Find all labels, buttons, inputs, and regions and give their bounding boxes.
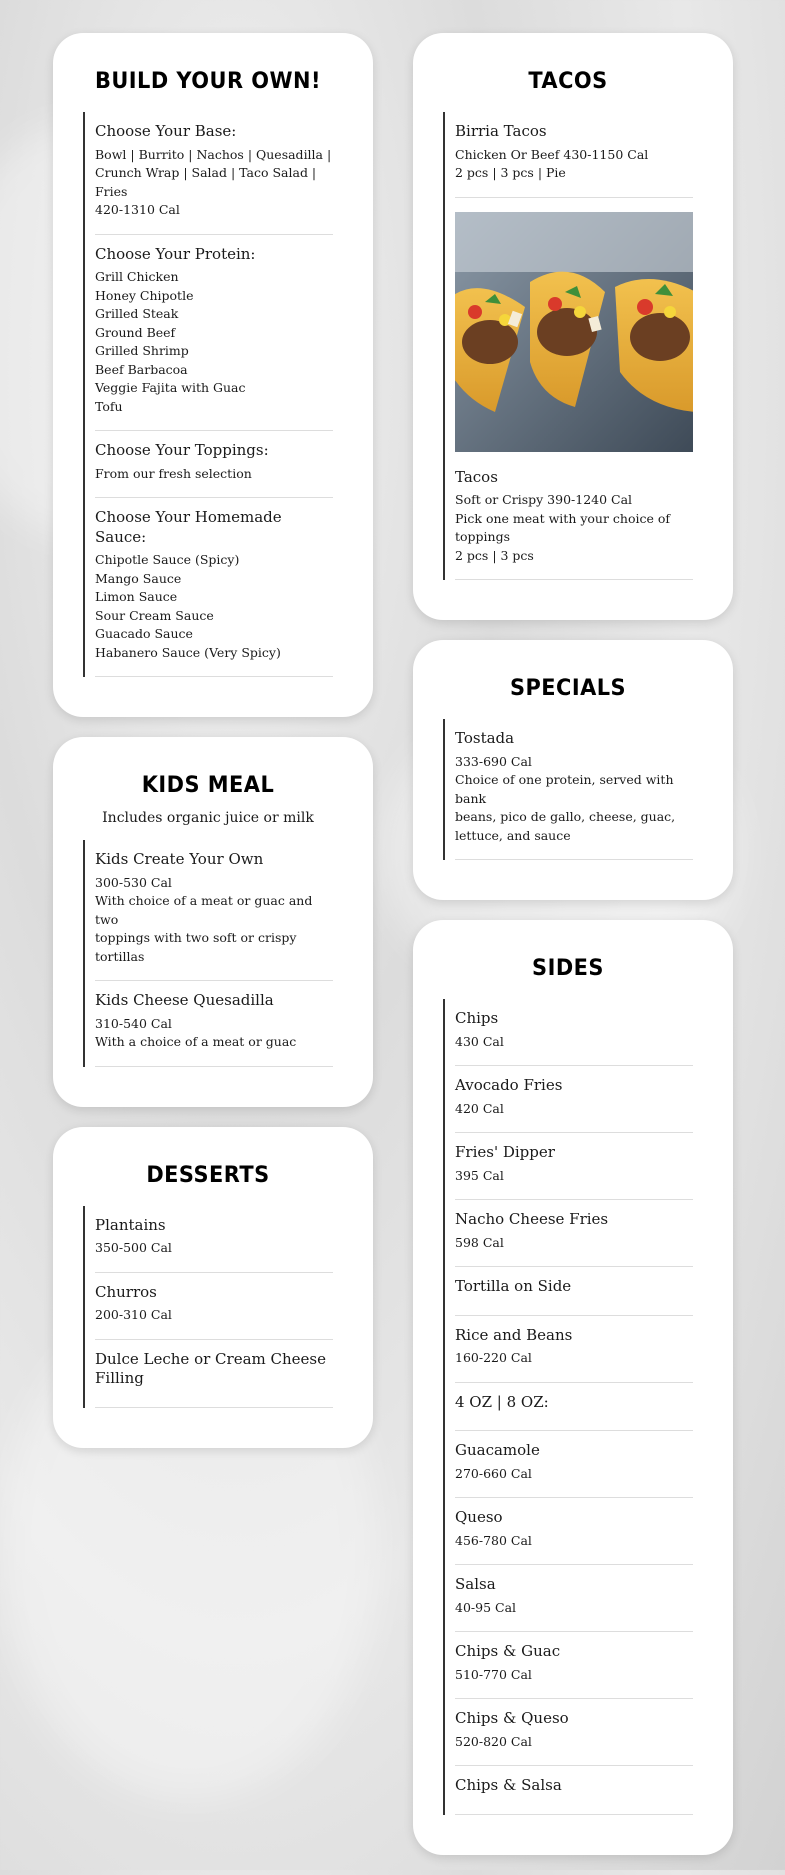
kids-meal-subtitle: Includes organic juice or milk xyxy=(102,810,314,826)
menu-item-detail: Veggie Fajita with Guac xyxy=(95,380,246,395)
menu-item xyxy=(455,1316,693,1383)
menu-item xyxy=(455,1267,693,1316)
menu-item xyxy=(455,458,693,581)
menu-item-detail: 300-530 Cal xyxy=(95,874,172,890)
menu-item-detail: 333-690 Cal xyxy=(455,753,532,769)
menu-item xyxy=(95,840,333,981)
desserts-title: DESSERTS xyxy=(146,1162,270,1188)
menu-item-name: Chips & Guac xyxy=(455,1642,561,1660)
menu-item-detail: 520-820 Cal xyxy=(455,1733,532,1749)
menu-item-detail: 510-770 Cal xyxy=(455,1666,532,1682)
taco-photo-icon xyxy=(455,212,693,452)
build-your-own-title: BUILD YOUR OWN! xyxy=(94,69,322,94)
menu-item xyxy=(455,1498,693,1565)
menu-item-detail: 270-660 Cal xyxy=(455,1465,532,1481)
menu-item-name: Choose Your Base: xyxy=(95,122,237,140)
tacos-card xyxy=(413,33,733,620)
menu-item-detail: 310-540 Cal xyxy=(95,1015,172,1031)
taco-photo xyxy=(455,212,693,452)
menu-item-detail: Choice of one protein, served with bank xyxy=(455,772,674,806)
sides-list xyxy=(443,999,693,1815)
menu-item-detail: toppings xyxy=(455,529,511,544)
menu-item-name: Chips & Salsa xyxy=(455,1776,562,1794)
menu-item-detail: 2 pcs | 3 pcs | Pie xyxy=(455,165,566,180)
right-column xyxy=(413,33,733,1875)
menu-item-detail: 598 Cal xyxy=(455,1234,504,1250)
menu-item-detail: Grilled Steak xyxy=(95,306,179,321)
menu-item-detail: 40-95 Cal xyxy=(455,1599,517,1615)
menu-item-detail: Guacado Sauce xyxy=(95,626,193,641)
menu-item-detail: 160-220 Cal xyxy=(455,1350,532,1365)
menu-item xyxy=(455,1699,693,1766)
menu-item xyxy=(95,1340,333,1408)
kids-meal-list xyxy=(83,840,333,1067)
menu-item-detail: Mango Sauce xyxy=(95,570,182,586)
menu-item-detail: 456-780 Cal xyxy=(455,1532,532,1548)
menu-item-detail: toppings with two soft or crispy tortillas xyxy=(95,930,297,964)
menu-item xyxy=(455,1066,693,1133)
menu-item-name: Rice and Beans xyxy=(455,1325,573,1344)
menu-item-name: 4 OZ | 8 OZ: xyxy=(455,1392,549,1411)
menu-item-detail: 2 pcs | 3 pcs xyxy=(455,547,534,563)
menu-item-detail: Grill Chicken xyxy=(95,269,179,284)
menu-item-detail: Pick one meat with your choice of xyxy=(455,510,671,526)
menu-item-name: Chips xyxy=(455,1009,499,1027)
menu-item-detail: Chicken Or Beef 430-1150 Cal xyxy=(455,146,649,162)
menu-item xyxy=(95,431,333,498)
build-your-own-list xyxy=(83,112,333,677)
menu-item-detail: 430 Cal xyxy=(455,1033,504,1049)
menu-item-detail: Soft or Crispy 390-1240 Cal xyxy=(455,492,633,507)
menu-item-detail: Honey Chipotle xyxy=(95,287,194,303)
menu-item-detail: 200-310 Cal xyxy=(95,1307,172,1322)
menu-item-name: Chips & Queso xyxy=(455,1709,569,1727)
menu-item xyxy=(455,1133,693,1200)
sides-card xyxy=(413,920,733,1855)
menu-item-name: Nacho Cheese Fries xyxy=(455,1210,609,1228)
menu-item xyxy=(455,719,693,860)
menu-item-detail: 420 Cal xyxy=(455,1100,504,1116)
menu-item-name: Plantains xyxy=(95,1215,166,1234)
menu-item-detail: From our fresh selection xyxy=(95,465,252,481)
menu-item-detail: 420-1310 Cal xyxy=(95,202,180,217)
menu-item xyxy=(455,1431,693,1498)
menu-item xyxy=(95,1206,333,1273)
menu-item-name: Choose Your Toppings: xyxy=(95,441,269,459)
menu-item-detail: Limon Sauce xyxy=(95,589,178,604)
menu-item-detail: Sour Cream Sauce xyxy=(95,607,214,623)
menu-item-name: Salsa xyxy=(455,1575,496,1593)
menu-item xyxy=(455,1200,693,1267)
menu-item-detail: Grilled Shrimp xyxy=(95,343,189,358)
menu-item-name: Tortilla on Side xyxy=(455,1277,572,1295)
sides-title: SIDES xyxy=(532,956,604,981)
menu-item-name: Birria Tacos xyxy=(455,122,547,140)
menu-item-name: Queso xyxy=(455,1508,503,1526)
tacos-list xyxy=(443,112,693,580)
menu-item-detail: Habanero Sauce (Very Spicy) xyxy=(95,644,281,660)
menu-item-name: Kids Cheese Quesadilla xyxy=(95,991,274,1009)
menu-item-detail: Beef Barbacoa xyxy=(95,361,188,377)
menu-item-name: Avocado Fries xyxy=(455,1076,563,1094)
menu-item-detail: Tofu xyxy=(95,398,123,414)
menu-item-name: Tacos xyxy=(455,467,498,486)
build-your-own-card xyxy=(53,33,373,717)
menu-item-detail: beans, pico de gallo, cheese, guac, xyxy=(455,809,676,824)
menu-item xyxy=(455,1383,693,1432)
menu-item-name: Tostada xyxy=(455,729,515,747)
menu-item xyxy=(95,498,333,677)
menu-item-detail: Ground Beef xyxy=(95,324,176,340)
specials-list xyxy=(443,719,693,860)
menu-item xyxy=(95,1273,333,1340)
menu-item xyxy=(95,112,333,235)
tacos-list-bottom xyxy=(455,458,693,581)
menu-item-detail: lettuce, and sauce xyxy=(455,827,571,843)
menu-item-name: Guacamole xyxy=(455,1441,540,1459)
tacos-list-top xyxy=(455,112,693,198)
menu-item-detail: With a choice of a meat or guac xyxy=(95,1034,297,1049)
kids-meal-title: KIDS MEAL xyxy=(141,773,275,798)
specials-card xyxy=(413,640,733,900)
menu-item xyxy=(455,1565,693,1632)
menu-item xyxy=(95,981,333,1067)
menu-item xyxy=(455,1632,693,1699)
menu-item xyxy=(95,235,333,432)
desserts-list xyxy=(83,1206,333,1408)
menu-item-name: Dulce Leche or Cream Cheese Filling xyxy=(95,1349,326,1387)
menu-item xyxy=(455,1766,693,1815)
menu-item-name: Choose Your Protein: xyxy=(95,244,256,263)
desserts-card xyxy=(53,1127,373,1448)
menu-item-detail: Fries xyxy=(95,183,128,199)
menu-item-detail: Chipotle Sauce (Spicy) xyxy=(95,552,240,567)
menu-item-detail: Bowl | Burrito | Nachos | Quesadilla | xyxy=(95,146,332,162)
menu-item xyxy=(455,999,693,1066)
menu-item-detail: Crunch Wrap | Salad | Taco Salad | xyxy=(95,165,317,180)
menu-item-detail: 350-500 Cal xyxy=(95,1240,172,1255)
menu-item-detail: 395 Cal xyxy=(455,1167,504,1183)
menu-item-detail: With choice of a meat or guac and two xyxy=(95,893,313,927)
menu-item-name: Kids Create Your Own xyxy=(95,850,264,868)
menu-item-name: Churros xyxy=(95,1282,157,1301)
tacos-title: TACOS xyxy=(528,69,608,94)
left-column xyxy=(53,33,373,1468)
menu-item xyxy=(455,112,693,198)
kids-meal-card xyxy=(53,737,373,1107)
specials-title: SPECIALS xyxy=(509,676,627,701)
menu-item-name: Fries' Dipper xyxy=(455,1143,555,1161)
menu-item-name: Choose Your Homemade Sauce: xyxy=(95,508,282,546)
